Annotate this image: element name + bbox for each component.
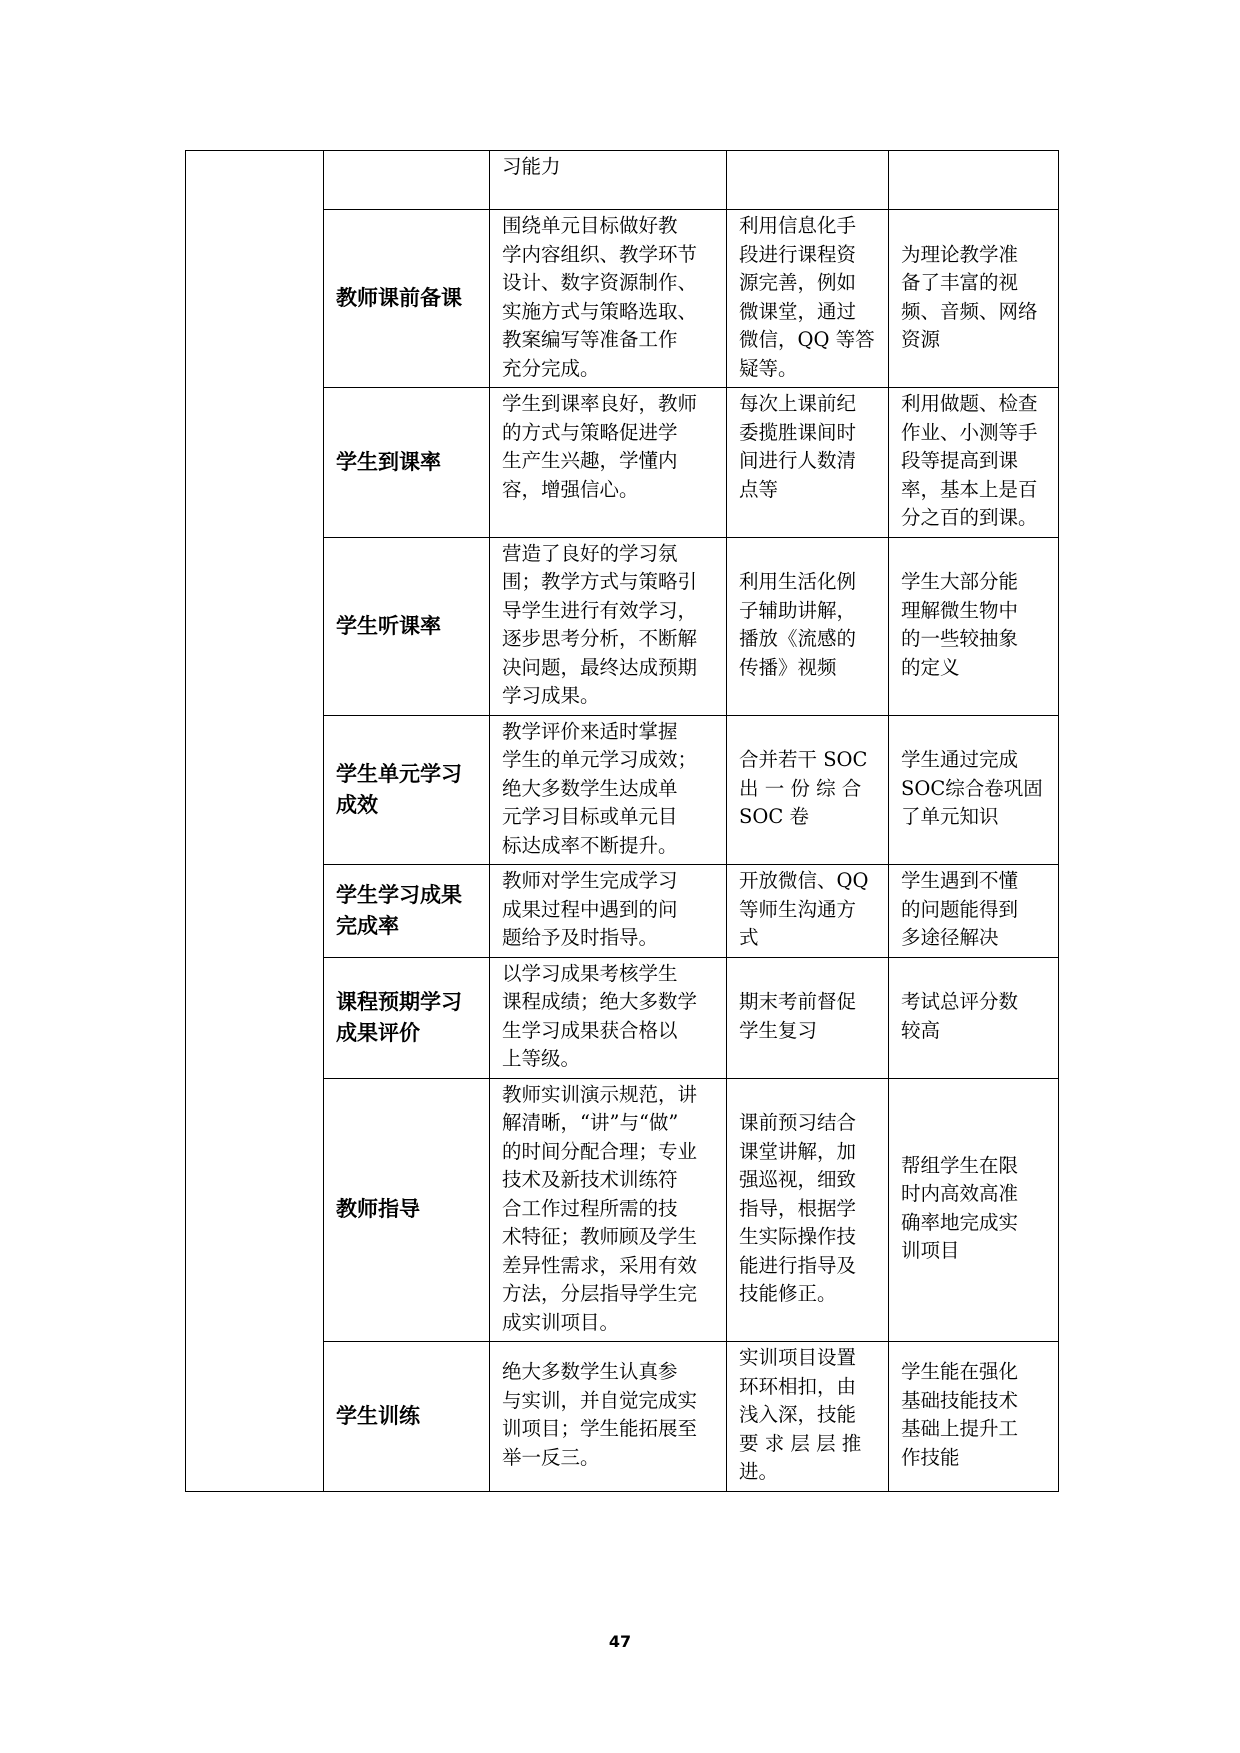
effect-cell: 学生能在强化 基础技能技术 基础上提升工 作技能 (889, 1342, 1059, 1492)
item-cell: 学生学习成果 完成率 (324, 865, 490, 958)
item-cell: 学生训练 (324, 1342, 490, 1492)
implementation-cell: 以学习成果考核学生 课程成绩；绝大多数学 生学习成果获合格以 上等级。 (490, 957, 727, 1078)
implementation-cell: 营造了良好的学习氛 围；教学方式与策略引 导学生进行有效学习， 逐步思考分析，不断解 决问题，最终达成预期 学习成果。 (490, 537, 727, 715)
evaluation-table (185, 150, 1059, 1492)
measures-cell: 期末考前督促 学生复习 (727, 957, 889, 1078)
implementation-cell: 教师实训演示规范，讲 解清晰，“讲”与“做” 的时间分配合理；专业 技术及新技术训练符 合工作过程所需的技 术特征；教师顾及学生 差异性需求，采用有效 方法，分层指导学生完 成实训项目。 (490, 1078, 727, 1342)
measures-cell (727, 151, 889, 210)
table-row (186, 151, 1059, 210)
measures-cell: 每次上课前纪 委揽胜课间时 间进行人数清 点等 (727, 388, 889, 538)
item-cell (324, 151, 490, 210)
item-cell: 教师课前备课 (324, 210, 490, 388)
measures-cell: 课前预习结合 课堂讲解，加 强巡视，细致 指导，根据学 生实际操作技 能进行指导及 技能修正。 (727, 1078, 889, 1342)
measures-cell: 开放微信、QQ 等师生沟通方 式 (727, 865, 889, 958)
effect-cell: 利用做题、检查 作业、小测等手 段等提高到课 率，基本上是百 分之百的到课。 (889, 388, 1059, 538)
measures-cell: 利用信息化手 段进行课程资 源完善，例如 微课堂，通过 微信，QQ 等答 疑等。 (727, 210, 889, 388)
effect-cell: 学生大部分能 理解微生物中 的一些较抽象 的定义 (889, 537, 1059, 715)
item-cell: 学生单元学习 成效 (324, 715, 490, 865)
effect-cell: 帮组学生在限 时内高效高准 确率地完成实 训项目 (889, 1078, 1059, 1342)
effect-cell (889, 151, 1059, 210)
item-cell: 学生听课率 (324, 537, 490, 715)
implementation-cell: 绝大多数学生认真参 与实训，并自觉完成实 训项目；学生能拓展至 举一反三。 (490, 1342, 727, 1492)
item-cell: 学生到课率 (324, 388, 490, 538)
page-number: 47 (608, 1632, 632, 1651)
implementation-cell: 教学评价来适时掌握 学生的单元学习成效； 绝大多数学生达成单 元学习目标或单元目 标达成率不断提升。 (490, 715, 727, 865)
implementation-cell: 教师对学生完成学习 成果过程中遇到的问 题给予及时指导。 (490, 865, 727, 958)
effect-cell: 考试总评分数 较高 (889, 957, 1059, 1078)
item-cell: 教师指导 (324, 1078, 490, 1342)
effect-cell: 学生遇到不懂 的问题能得到 多途径解决 (889, 865, 1059, 958)
effect-cell: 学生通过完成 SOC综合卷巩固 了单元知识 (889, 715, 1059, 865)
measures-cell: 利用生活化例 子辅助讲解， 播放《流感的 传播》视频 (727, 537, 889, 715)
measures-cell: 合并若干 SOC 出 一 份 综 合 SOC 卷 (727, 715, 889, 865)
measures-cell: 实训项目设置 环环相扣，由 浅入深，技能 要 求 层 层 推 进。 (727, 1342, 889, 1492)
implementation-cell: 习能力 (490, 151, 727, 210)
effect-cell: 为理论教学准 备了丰富的视 频、音频、网络 资源 (889, 210, 1059, 388)
item-cell: 课程预期学习 成果评价 (324, 957, 490, 1078)
implementation-cell: 围绕单元目标做好教 学内容组织、教学环节 设计、数字资源制作、 实施方式与策略选取、 教案编写等准备工作 充分完成。 (490, 210, 727, 388)
implementation-cell: 学生到课率良好，教师 的方式与策略促进学 生产生兴趣，学懂内 容，增强信心。 (490, 388, 727, 538)
merged-category-cell (186, 151, 324, 1492)
